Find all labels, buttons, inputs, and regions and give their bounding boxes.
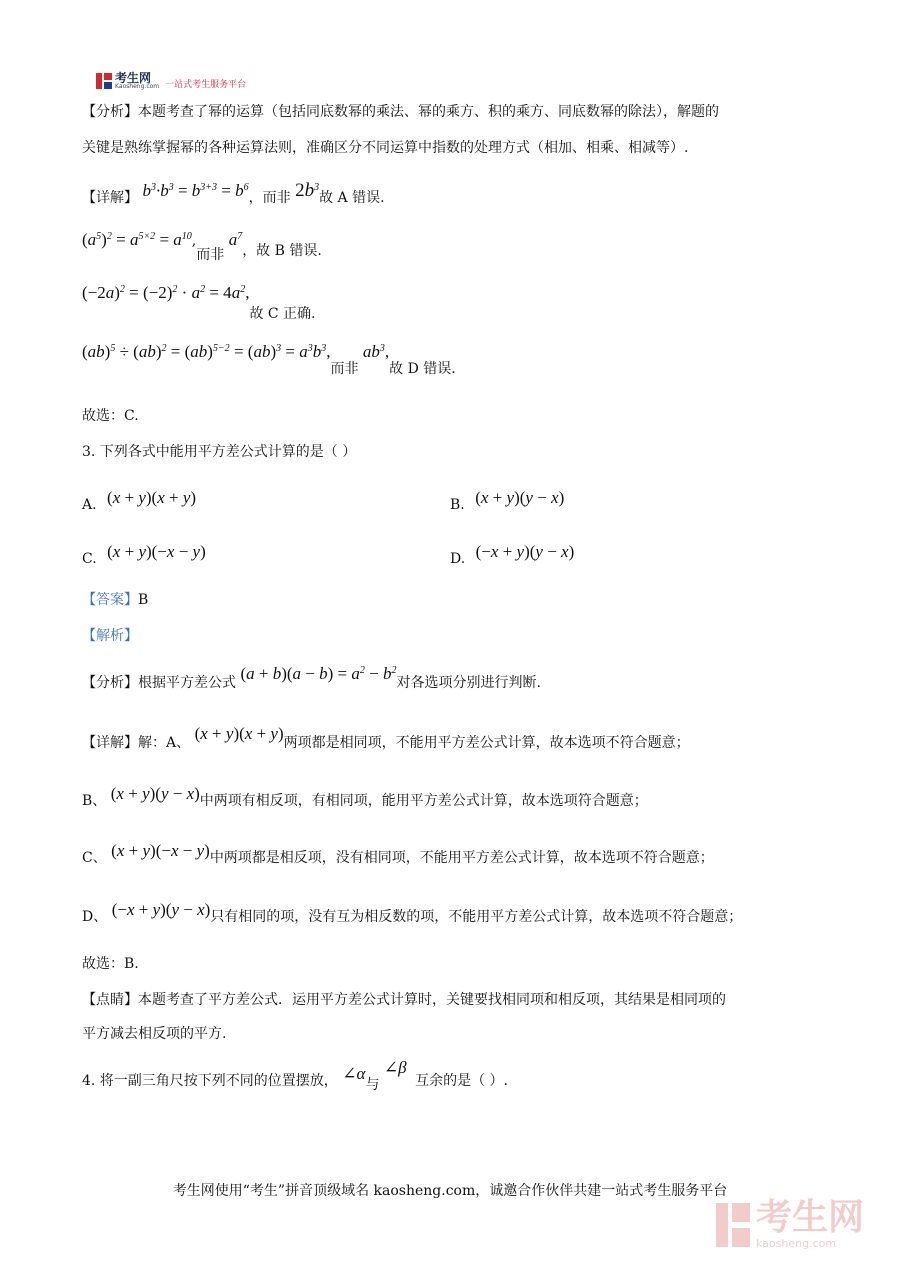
math-expr: $(a + b)(a - b) = a^2 - b^2$ xyxy=(240,664,397,683)
text: 故 C 正确. xyxy=(249,306,316,322)
text: 故 D 错误. xyxy=(389,361,456,377)
option-d xyxy=(450,542,575,567)
analysis-tag: 【分析】 xyxy=(82,104,138,120)
q3-comment-line1 xyxy=(82,992,726,1009)
text: 中两项都是相反项，没有相同项，不能用平方差公式计算，故本选项不符合题意； xyxy=(209,850,714,866)
watermark-domain: kaosheng.com xyxy=(756,1237,837,1250)
logo-domain: Kaosheng.com xyxy=(115,83,160,90)
math-expr: $(a^5)^2 = a^{5\times 2} = a^{10}$ xyxy=(82,230,192,249)
math-expr: $b^3\cdot b^3 = b^{3+3} = b^6$ xyxy=(142,181,249,200)
q3-stem: 3. 下列各式中能用平方差公式计算的是（ ） xyxy=(82,444,357,460)
analysis-tag: 【分析】 xyxy=(82,675,138,691)
math-expr: (−x + y)(y − x) xyxy=(111,900,211,919)
q3-analysis xyxy=(82,664,541,692)
math-expr: (−x + y)(y − x) xyxy=(475,542,575,561)
detail-tag: 【详解】 xyxy=(82,190,138,206)
q3-detail-c xyxy=(82,841,714,867)
text: 而非 xyxy=(196,247,225,263)
text: ，而非 xyxy=(248,190,291,206)
math-expr: $(-2a)^2 = (-2)^2 \cdot a^2 = 4a^2$, xyxy=(82,283,250,302)
detail-tag: 【详解】 xyxy=(82,735,138,751)
answer-tag: 【答案】 xyxy=(82,592,138,608)
answer-value: B xyxy=(138,592,149,608)
q2-detail-a xyxy=(82,180,385,209)
math-expr: $a^7$ xyxy=(228,230,243,249)
watermark-name: 考生网 xyxy=(756,1197,865,1238)
text: 4. 将一副三角尺按下列不同的位置摆放， xyxy=(82,1073,338,1089)
text: 对各选项分别进行判断. xyxy=(396,675,541,691)
text: ，故 B 错误. xyxy=(242,243,322,259)
math-expr: (x + y)(x + y) xyxy=(107,488,197,507)
text: 互余的是（ ）. xyxy=(415,1073,508,1089)
q2-detail-d xyxy=(82,342,456,377)
watermark xyxy=(716,1197,865,1250)
logo-name: 考生网 xyxy=(115,71,152,85)
analysis-text: 本题考查了幂的运算（包括同底数幂的乘法、幂的乘方、积的乘方、同底数幂的除法），解题的 xyxy=(138,104,719,120)
text: 而非 xyxy=(330,361,359,377)
math-expr: (x + y)(−x − y) xyxy=(107,542,206,561)
text: B、 xyxy=(82,793,107,809)
q2-analysis-line2: 关键是熟练掌握幂的各种运算法则，准确区分不同运算中指数的处理方式（相加、相乘、相减等）. xyxy=(82,140,689,156)
text: 本题考查了平方差公式．运用平方差公式计算时，关键要找相同项和相反项，其结果是相同项的 xyxy=(138,992,726,1008)
math-expr: $(ab)^5 \div (ab)^2 = (ab)^{5-2} = (ab)^3 = a^3b^3$, xyxy=(82,342,331,361)
q2-analysis-line1 xyxy=(82,104,719,121)
text: 根据平方差公式 xyxy=(138,675,236,691)
text: 只有相同的项，没有互为相反数的项，不能用平方差公式计算，故本选项不符合题意； xyxy=(210,909,743,925)
math-expr: (x + y)(y − x) xyxy=(110,784,200,803)
logo-slogan: 一站式考生服务平台 xyxy=(165,79,247,90)
text: 故 A 错误. xyxy=(319,190,385,206)
text: D、 xyxy=(82,909,108,925)
angle-beta: ∠β xyxy=(383,1058,407,1077)
option-label: A. xyxy=(82,497,97,513)
text: 中两项有相反项，有相同项，能用平方差公式计算，故本选项符合题意； xyxy=(199,793,648,809)
option-label: C. xyxy=(82,551,97,567)
q3-choose: 故选：B. xyxy=(82,956,139,972)
q3-detail-d xyxy=(82,900,743,926)
q2-detail-b: $(a^5)^2 = a^{5\times 2} = a^{10}$,而非 $a^7$，故 B 错误. xyxy=(82,230,322,263)
q3-detail-a xyxy=(82,724,690,752)
logo-icon xyxy=(96,73,112,89)
q4-stem xyxy=(82,1058,508,1093)
comment-tag: 【点睛】 xyxy=(82,992,138,1008)
q3-detail-b xyxy=(82,784,648,810)
q3-answer xyxy=(82,592,148,609)
q2-choose: 故选：C. xyxy=(82,408,139,424)
q2-detail-c xyxy=(82,283,316,322)
option-label: B. xyxy=(450,497,465,513)
page-footer: 考生网使用“考生”拼音顶级域名 kaosheng.com，诚邀合作伙伴共建一站式考生服务平台 xyxy=(172,1183,728,1199)
math-expr: $2b^3$ xyxy=(295,180,320,201)
q3-parse-tag: 【解析】 xyxy=(82,628,138,644)
math-expr: (x + y)(x + y) xyxy=(194,724,284,743)
q3-comment-line2: 平方减去相反项的平方. xyxy=(82,1026,227,1042)
text: 两项都是相同项，不能用平方差公式计算，故本选项不符合题意； xyxy=(283,735,690,751)
brand-logo xyxy=(96,72,246,90)
angle-alpha: ∠α xyxy=(342,1064,366,1083)
option-b xyxy=(450,488,565,513)
math-expr: (x + y)(−x − y) xyxy=(111,841,210,860)
text: C、 xyxy=(82,850,107,866)
text: 解：A、 xyxy=(138,735,191,751)
watermark-logo-icon xyxy=(716,1203,750,1247)
option-a xyxy=(82,488,197,513)
option-label: D. xyxy=(450,551,466,567)
math-expr: $ab^3$, xyxy=(362,342,390,361)
text: 与 xyxy=(365,1077,380,1093)
math-expr: (x + y)(y − x) xyxy=(475,488,565,507)
option-c xyxy=(82,542,206,567)
